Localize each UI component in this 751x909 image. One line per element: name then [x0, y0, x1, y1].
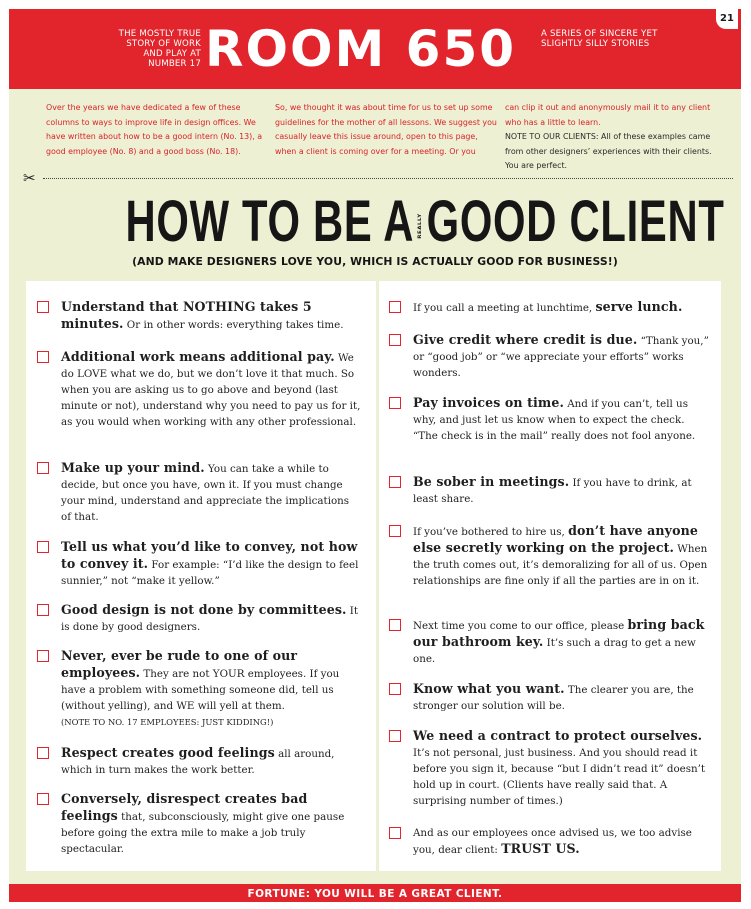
checkbox[interactable]: [37, 793, 49, 805]
headline-part-2: GOOD CLIENT: [426, 189, 725, 254]
checkbox[interactable]: [389, 827, 401, 839]
item-lead-text: Know what you want.: [413, 681, 565, 696]
column-title: ROOM 650: [205, 20, 517, 78]
item-intro-text: If you call a meeting at lunchtime,: [413, 302, 596, 314]
checkbox[interactable]: [389, 397, 401, 409]
item-body-text: When the truth comes out, it’s demoralizing for all of us. Open relationships are fine only if all the parties are in on it.: [413, 543, 708, 587]
checkbox[interactable]: [37, 301, 49, 313]
checklist-item: [413, 728, 709, 809]
item-lead-text: Give credit where credit is due.: [413, 332, 638, 347]
item-body-text: It’s such a drag to get a new one.: [413, 637, 696, 665]
magazine-page: [9, 9, 741, 902]
checkbox[interactable]: [389, 683, 401, 695]
item-lead-text: Be sober in meetings.: [413, 474, 570, 489]
cut-line: [43, 178, 733, 179]
checklist-item: [413, 474, 709, 507]
checkbox[interactable]: [389, 476, 401, 488]
item-body-text: Or in other words: everything takes time.: [123, 319, 344, 331]
checkbox[interactable]: [37, 747, 49, 759]
checkbox[interactable]: [389, 334, 401, 346]
checklist-right-panel: [379, 281, 721, 871]
checkbox[interactable]: [37, 351, 49, 363]
headline-really: REALLY: [418, 212, 423, 239]
item-body-text: The clearer you are, the stronger our solution will be.: [413, 684, 694, 712]
intro-column-2: So, we thought it was about time for us to set up some guidelines for the mother of all lessons. We suggest you casually leave this issue around, open to this page, when a client is coming over for a meeting. Or you: [275, 103, 497, 156]
series-tagline-right: A SERIES OF SINCERE YET SLIGHTLY SILLY STORIES: [541, 29, 658, 49]
item-body-text: all around, which in turn makes the work better.: [61, 748, 335, 776]
checkbox[interactable]: [37, 541, 49, 553]
series-tagline-left: THE MOSTLY TRUE STORY OF WORK AND PLAY AT NUMBER 17: [118, 29, 201, 69]
item-lead-text: Respect creates good feelings: [61, 745, 275, 760]
item-lead-text: Pay invoices on time.: [413, 395, 564, 410]
item-intro-text: If you’ve bothered to hire us,: [413, 526, 569, 538]
footer-band: [9, 884, 741, 902]
intro-column-3-red: can clip it out and anonymously mail it to any client who has a little to learn.: [505, 103, 711, 127]
checklist-item: [413, 395, 709, 444]
intro-column-1: Over the years we have dedicated a few of these columns to ways to improve life in design offices. We have written about how to be a good intern (No. 13), a good employee (No. 8) and a good boss (No. 18).: [46, 103, 263, 156]
checkbox[interactable]: [389, 525, 401, 537]
checklist-left-panel: [26, 281, 376, 871]
checklist-item: [61, 745, 361, 778]
checklist-item: [61, 539, 361, 589]
item-body-text: It is done by good designers.: [61, 605, 358, 633]
checkbox[interactable]: [37, 462, 49, 474]
item-body-text: They are not YOUR employees. If you have a problem with something someone did, tell us (without yelling), and WE will yell at them.: [61, 668, 340, 712]
checkbox[interactable]: [37, 650, 49, 662]
headline-text: [125, 187, 724, 261]
checklist-item: [61, 648, 361, 730]
item-lead-text: Conversely, disrespect creates bad feelings: [61, 791, 308, 823]
checklist-item: [61, 460, 361, 525]
checkbox[interactable]: [389, 301, 401, 313]
scissors-icon: ✂: [23, 169, 36, 187]
item-lead-text: Good design is not done by committees.: [61, 602, 347, 617]
checklist-item: [61, 602, 361, 635]
checklist-item: [413, 523, 709, 589]
item-intro-text: And as our employees once advised us, we too advise you, dear client:: [413, 827, 692, 856]
item-body-text: We do LOVE what we do, but we don’t love it that much. So when you are asking us to go above and beyond (last minute or not), understand why you need to pay us for it, as you would when working with any other professional.: [61, 352, 361, 428]
item-body-text: If you have to drink, at least share.: [413, 477, 692, 505]
item-intro-text: Next time you come to our office, please: [413, 620, 628, 632]
checklist-item: [413, 299, 709, 316]
checkbox[interactable]: [389, 730, 401, 742]
client-note: NOTE TO OUR CLIENTS: All of these examples came from other designers’ experiences with their clients. You are perfect.: [505, 132, 712, 170]
item-lead-text: Never, ever be rude to one of our employees.: [61, 648, 298, 680]
item-lead-text: Understand that NOTHING takes 5 minutes.: [61, 299, 312, 331]
item-lead-text: Tell us what you’d like to convey, not how to convey it.: [61, 539, 358, 571]
checklist-item: [413, 617, 709, 667]
item-lead-text: serve lunch.: [595, 299, 683, 314]
checklist-item: [61, 791, 361, 857]
item-body-text: You can take a while to decide, but once you have, own it. If you must change your mind, understand and appreciate the implications of that.: [61, 463, 350, 523]
item-body-text: And if you can’t, tell us why, and just let us know when to expect the check. “The check is in the mail” really does not fool anyone.: [413, 398, 696, 442]
item-body-text: It’s not personal, just business. And you should read it before you sign it, because “but I didn’t read it” doesn’t hold up in court. (Clients have really said that. A surprising number of times.): [413, 747, 706, 807]
headline: [9, 187, 741, 257]
header-band: [9, 9, 741, 89]
headline-part-1: HOW TO BE A: [125, 189, 415, 254]
fortune-text: FORTUNE: YOU WILL BE A GREAT CLIENT.: [247, 888, 503, 900]
checklist-item: [413, 825, 709, 858]
checklist-item: [413, 681, 709, 714]
checklist-item: [61, 299, 361, 333]
item-lead-text: Additional work means additional pay.: [61, 349, 335, 364]
item-body-text: “Thank you,” or “good job” or “we appreciate your efforts” works wonders.: [413, 335, 709, 379]
item-lead-text: TRUST US.: [501, 841, 580, 856]
checkbox[interactable]: [37, 604, 49, 616]
item-body-text: For example: “I’d like the design to feel sunnier,” not “make it yellow.”: [61, 559, 359, 587]
item-lead-text: Make up your mind.: [61, 460, 205, 475]
checkbox[interactable]: [389, 619, 401, 631]
page-number: 21: [716, 9, 738, 29]
intro-column-3: [505, 101, 727, 174]
item-lead-text: don’t have anyone else secretly working on the project.: [413, 523, 698, 555]
item-lead-text: We need a contract to protect ourselves.: [413, 728, 703, 743]
item-note-text: (NOTE TO NO. 17 EMPLOYEES: JUST KIDDING!): [61, 717, 274, 727]
checklist-item: [413, 332, 709, 381]
headline-subtitle: (AND MAKE DESIGNERS LOVE YOU, WHICH IS ACTUALLY GOOD FOR BUSINESS!): [132, 255, 618, 268]
checklist-item: [61, 349, 361, 430]
item-lead-text: bring back our bathroom key.: [413, 617, 705, 649]
item-body-text: that, subconsciously, might give one pause before going the extra mile to make a job truly spectacular.: [61, 811, 345, 855]
